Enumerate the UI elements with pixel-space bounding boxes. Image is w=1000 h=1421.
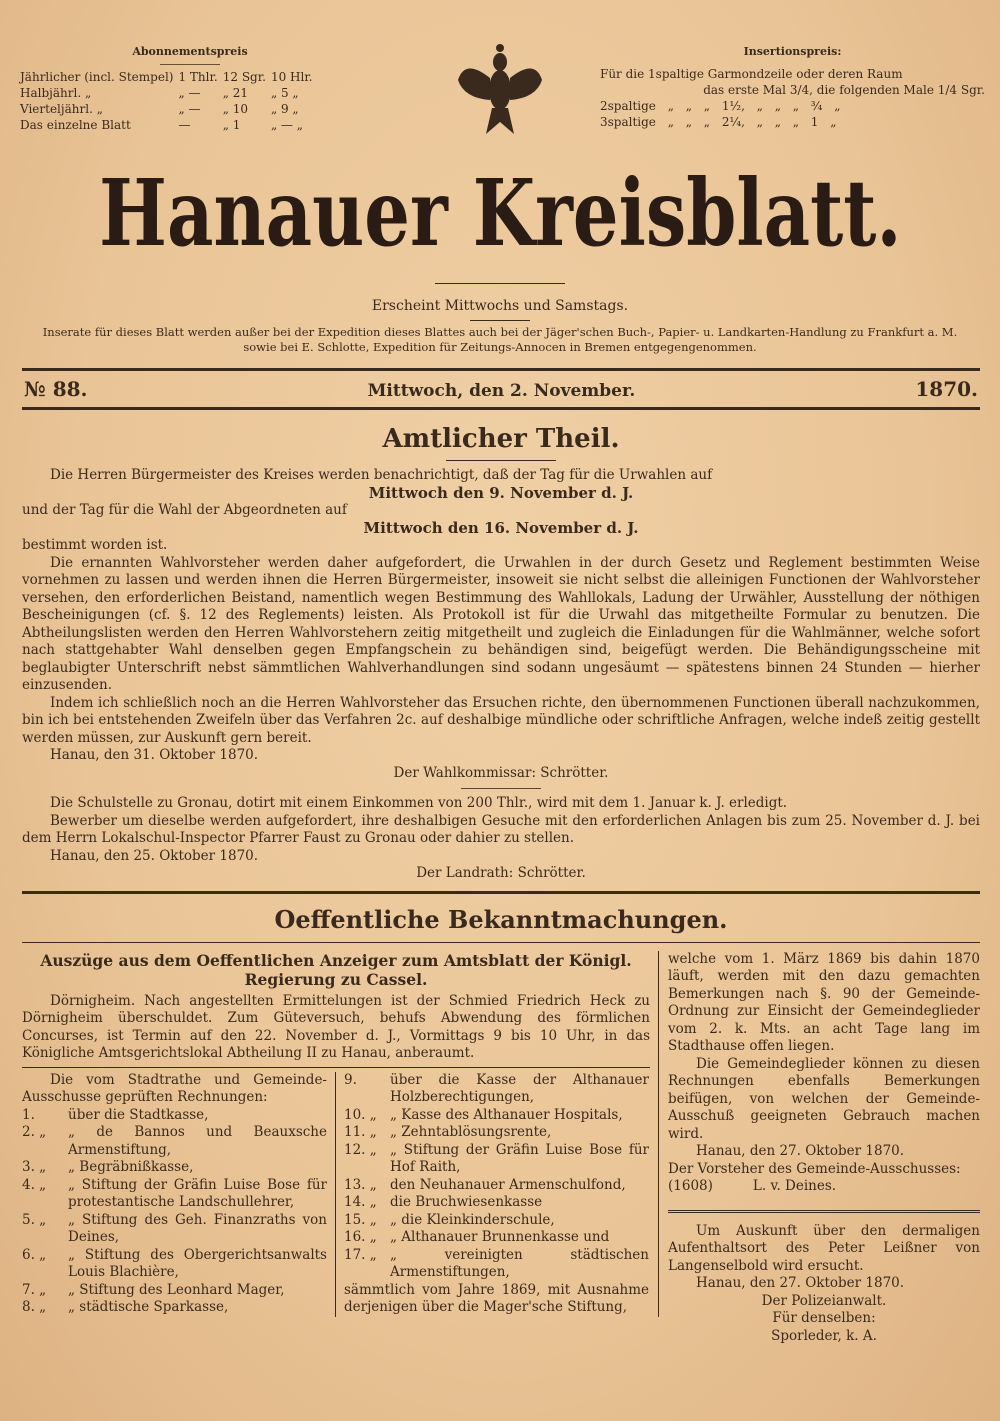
election-date-1: Mittwoch den 9. November d. J. bbox=[368, 483, 634, 502]
cell: „ 9 „ bbox=[270, 102, 299, 116]
insertion-line: 3spaltige „ „ „ 2¼, „ „ „ 1 „ bbox=[600, 115, 837, 129]
signature: Sporleder, k. A. bbox=[771, 1327, 877, 1344]
list-item bbox=[22, 1159, 327, 1177]
list-item bbox=[22, 1247, 327, 1282]
signature: Der Wahlkommissar: Schrötter. bbox=[393, 764, 609, 781]
list-number: 8. „ bbox=[22, 1299, 47, 1315]
list-text: „ Stiftung des Obergerichtsanwalts Louis Blachière, bbox=[68, 1246, 327, 1280]
cell: — bbox=[178, 118, 191, 132]
paragraph: Indem ich schließlich noch an die Herren Wahlvorsteher das Ersuchen richte, den übernommenen Functionen überall nachzukommen, bin ich bei entstehenden Zweifeln über das Verfahren 2c. auf deshalbige mündliche oder schriftliche Anfragen, welche indeß zeitig gestellt werden müssen, zur Auskunft gern bereit. bbox=[22, 694, 980, 746]
list-text: die Bruchwiesenkasse bbox=[390, 1194, 543, 1210]
paragraph: Die Gemeindeglieder können zu diesen Rechnungen ebenfalls Bemerkungen beifügen, von welchen der Gemeinde-Ausschuß geeigneten Gebrauch machen wird. bbox=[668, 1055, 980, 1142]
paragraph: welche vom 1. März 1869 bis dahin 1870 läuft, werden mit den dazu gemachten Bemerkungen nach §. 90 der Gemeinde-Ordnung zur Einsicht der Gemeindeglieder vom 2. k. Mts. an acht Tage lang im Stadthause offen liegen. bbox=[668, 950, 980, 1054]
insertion-line: 2spaltige „ „ „ 1½, „ „ „ ¾ „ bbox=[600, 99, 841, 113]
cell: 1 Thlr. bbox=[178, 70, 218, 84]
cell: „ — bbox=[178, 102, 201, 116]
section-heading-official: Amtlicher Theil. bbox=[382, 424, 620, 454]
list-number: 13. „ bbox=[344, 1176, 377, 1193]
list-number: 15. „ bbox=[344, 1211, 377, 1228]
list-number: 6. „ bbox=[22, 1246, 47, 1263]
list-text: „ Zehntablösungsrente, bbox=[390, 1124, 552, 1140]
list-number: 7. „ bbox=[22, 1281, 47, 1298]
cell: „ 5 „ bbox=[270, 86, 299, 100]
list-item bbox=[344, 1212, 649, 1230]
paragraph-doernigheim: Dörnigheim. Nach angestellten Ermittelungen ist der Schmied Friedrich Heck zu Dörnigheim überschuldet. Zum Güteversuch, behufs Abwendung des förmlichen Concurses, ist Termin auf den 22. November d. J., Vormittags 9 bis 10 Uhr, in das Königliche Amtsgerichtslokal Abtheilung II zu Hanau, anberaumt. bbox=[22, 992, 650, 1061]
cell: 10 Hlr. bbox=[270, 70, 313, 84]
section-heading-public: Oeffentliche Bekanntmachungen. bbox=[274, 904, 728, 934]
paragraph: und der Tag für die Wahl der Abgeordneten auf bbox=[22, 502, 347, 518]
cell: „ 10 bbox=[222, 102, 249, 116]
cell: „ 1 bbox=[222, 118, 241, 132]
list-text: „ Stiftung des Geh. Finanzraths von Deines, bbox=[68, 1211, 327, 1245]
list-text: „ vereinigten städtischen Armenstiftungen, bbox=[390, 1246, 649, 1280]
issue-number: № 88. bbox=[24, 377, 88, 401]
cell: „ 21 bbox=[222, 86, 249, 100]
place-date: Hanau, den 27. Oktober 1870. bbox=[696, 1143, 905, 1159]
list-text: „ Stiftung der Gräfin Luise Bose für Hof Raith, bbox=[390, 1141, 649, 1175]
list-text: „ Kasse des Althanauer Hospitals, bbox=[390, 1106, 623, 1123]
signature: Der Landrath: Schrötter. bbox=[416, 865, 586, 881]
list-number: 11. „ bbox=[344, 1124, 377, 1140]
accounts-list-left bbox=[22, 1072, 336, 1317]
list-item bbox=[344, 1072, 649, 1107]
list-number: 5. „ bbox=[22, 1211, 47, 1228]
insertion-line: Für die 1spaltige Garmondzeile oder deren Raum bbox=[600, 67, 903, 81]
insertion-heading: Insertionspreis: bbox=[743, 45, 842, 58]
place-date: Hanau, den 25. Oktober 1870. bbox=[50, 847, 259, 864]
place-date: Hanau, den 27. Oktober 1870. bbox=[696, 1275, 905, 1291]
signature: Für denselben: bbox=[772, 1310, 876, 1326]
list-number: 10. „ bbox=[344, 1106, 377, 1123]
list-number: 17. „ bbox=[344, 1246, 377, 1263]
list-item bbox=[22, 1299, 327, 1317]
list-number: 3. „ bbox=[22, 1159, 47, 1175]
list-item bbox=[344, 1124, 649, 1142]
list-number: 9. bbox=[344, 1071, 357, 1088]
list-item bbox=[22, 1107, 327, 1125]
list-text: „ Stiftung des Leonhard Mager, bbox=[68, 1281, 285, 1298]
cell: „ — bbox=[178, 86, 201, 100]
paragraph: Die Schulstelle zu Gronau, dotirt mit einem Einkommen von 200 Thlr., wird mit dem 1. Januar k. J. erledigt. bbox=[50, 795, 788, 811]
cell: Jährlicher (incl. Stempel) bbox=[20, 70, 174, 84]
insertion-line: das erste Mal 3/4, die folgenden Male 1/4 Sgr. bbox=[703, 83, 985, 97]
left-columns bbox=[22, 951, 659, 1317]
list-item bbox=[22, 1212, 327, 1247]
eagle-emblem-icon bbox=[450, 38, 550, 138]
issue-year: 1870. bbox=[915, 377, 978, 401]
paragraph: Die ernannten Wahlvorsteher werden daher aufgefordert, die Urwahlen in der durch Gesetz und Reglement bestimmten Weise vornehmen zu lassen und werden ihnen die Herren Bürgermeister, insoweit sie nicht selbst die alleinigen Functionen der Wahlvorsteher versehen, den erforderlichen Beistand, namentlich wegen Bestimmung des Wahllokals, Ladung der Urwähler, Ausstellung der nöthigen Bescheinigungen (cf. §. 12 des Reglements) leisten. Als Protokoll ist für die Urwahl das mitgetheilte Formular zu benutzen. Die Abtheilungslisten werden den Herren Wahlvorstehern zeitig mitgetheilt und zugleich die Einladungen für die Wahlmänner, welche sofort nach stattgehabter Wahl denselben gegen Empfangschein zu behändigen sind, beigefügt werden. Die Behändigungsscheine mit beglaubigter Unterschrift nebst sämmtlichen Wahlverhandlungen sind sodann ungesäumt — spätestens binnen 24 Stunden — hierher einzusenden. bbox=[22, 554, 980, 693]
paragraph: bestimmt worden ist. bbox=[22, 537, 168, 553]
cell: 12 Sgr. bbox=[222, 70, 266, 84]
issue-date: Mittwoch, den 2. November. bbox=[367, 381, 636, 401]
list-number: 4. „ bbox=[22, 1176, 47, 1193]
right-column bbox=[659, 951, 980, 1346]
list-number: 2. „ bbox=[22, 1124, 47, 1140]
paragraph-notice: Um Auskunft über den dermaligen Aufenthaltsort des Peter Leißner von Langenselbold wird ersucht. bbox=[668, 1222, 980, 1274]
list-text: über die Kasse der Althanauer Holzberechtigungen, bbox=[390, 1071, 649, 1105]
ad-number: (1608) bbox=[668, 1178, 713, 1194]
signature: Der Polizeianwalt. bbox=[761, 1292, 887, 1309]
list-number: 1. bbox=[22, 1106, 35, 1123]
list-item bbox=[22, 1177, 327, 1212]
list-text: „ die Kleinkinderschule, bbox=[390, 1211, 555, 1228]
list-end: sämmtlich vom Jahre 1869, mit Ausnahme derjenigen über die Mager'sche Stiftung, bbox=[344, 1281, 649, 1315]
list-intro: Die vom Stadtrathe und Gemeinde-Ausschusse geprüften Rechnungen: bbox=[22, 1071, 327, 1105]
subscription-heading: Abonnementspreis bbox=[132, 45, 248, 58]
paragraph: Bewerber um dieselbe werden aufgefordert, ihre deshalbigen Gesuche mit den erforderlichen Anlagen bis zum 25. November d. J. bei dem Herrn Lokalschul-Inspector Pfarrer Faust zu Gronau oder dahier zu stellen. bbox=[22, 812, 980, 846]
list-item bbox=[22, 1124, 327, 1159]
list-text: den Neuhanauer Armenschulfond, bbox=[390, 1176, 626, 1193]
list-item bbox=[344, 1229, 649, 1247]
paragraph: Die Herren Bürgermeister des Kreises werden benachrichtigt, daß der Tag für die Urwahlen auf bbox=[50, 467, 713, 483]
signature: Der Vorsteher des Gemeinde-Ausschusses: bbox=[668, 1160, 961, 1177]
list-item bbox=[344, 1247, 649, 1282]
cell: Halbjährl. „ bbox=[20, 86, 92, 100]
newspaper-title: Hanauer Kreisblatt. bbox=[98, 159, 902, 267]
list-number: 12. „ bbox=[344, 1141, 377, 1158]
accounts-list-middle bbox=[336, 1072, 649, 1317]
list-number: 14. „ bbox=[344, 1194, 377, 1210]
list-item bbox=[344, 1194, 649, 1212]
publication-days: Erscheint Mittwochs und Samstags. bbox=[371, 298, 629, 314]
list-item bbox=[344, 1177, 649, 1195]
list-text: über die Stadtkasse, bbox=[68, 1106, 209, 1123]
subheading-gazette: Auszüge aus dem Oeffentlichen Anzeiger zum Amtsblatt der Königl. Regierung zu Cassel. bbox=[40, 950, 632, 989]
place-date: Hanau, den 31. Oktober 1870. bbox=[50, 747, 259, 763]
subscription-price-box bbox=[20, 44, 420, 133]
list-item bbox=[22, 1282, 327, 1300]
list-text: „ städtische Sparkasse, bbox=[68, 1299, 229, 1315]
insertion-price-box bbox=[600, 44, 985, 130]
list-number: 16. „ bbox=[344, 1229, 377, 1245]
list-text: „ Althanauer Brunnenkasse und bbox=[390, 1229, 610, 1245]
list-text: „ de Bannos und Beauxsche Armenstiftung, bbox=[68, 1124, 327, 1158]
signature-name: L. v. Deines. bbox=[752, 1178, 837, 1194]
cell: Das einzelne Blatt bbox=[20, 118, 131, 132]
official-section bbox=[22, 467, 980, 883]
subscription-table bbox=[20, 69, 318, 133]
election-date-2: Mittwoch den 16. November d. J. bbox=[363, 518, 639, 537]
list-item bbox=[344, 1142, 649, 1177]
list-item bbox=[344, 1107, 649, 1125]
cell: Vierteljährl. „ bbox=[20, 102, 103, 116]
list-text: „ Begräbnißkasse, bbox=[68, 1159, 194, 1175]
list-text: „ Stiftung der Gräfin Luise Bose für protestantische Landschullehrer, bbox=[68, 1176, 327, 1210]
ads-notice: Inserate für dieses Blatt werden außer bei der Expedition dieses Blattes auch bei der Jäger'schen Buch-, Papier- u. Landkarten-Handlung zu Frankfurt a. M. sowie bei E. Schlotte, Expedition für Zeitungs-Annocen in Bremen entgegengenommen. bbox=[42, 325, 958, 354]
cell: „ — „ bbox=[270, 118, 304, 132]
